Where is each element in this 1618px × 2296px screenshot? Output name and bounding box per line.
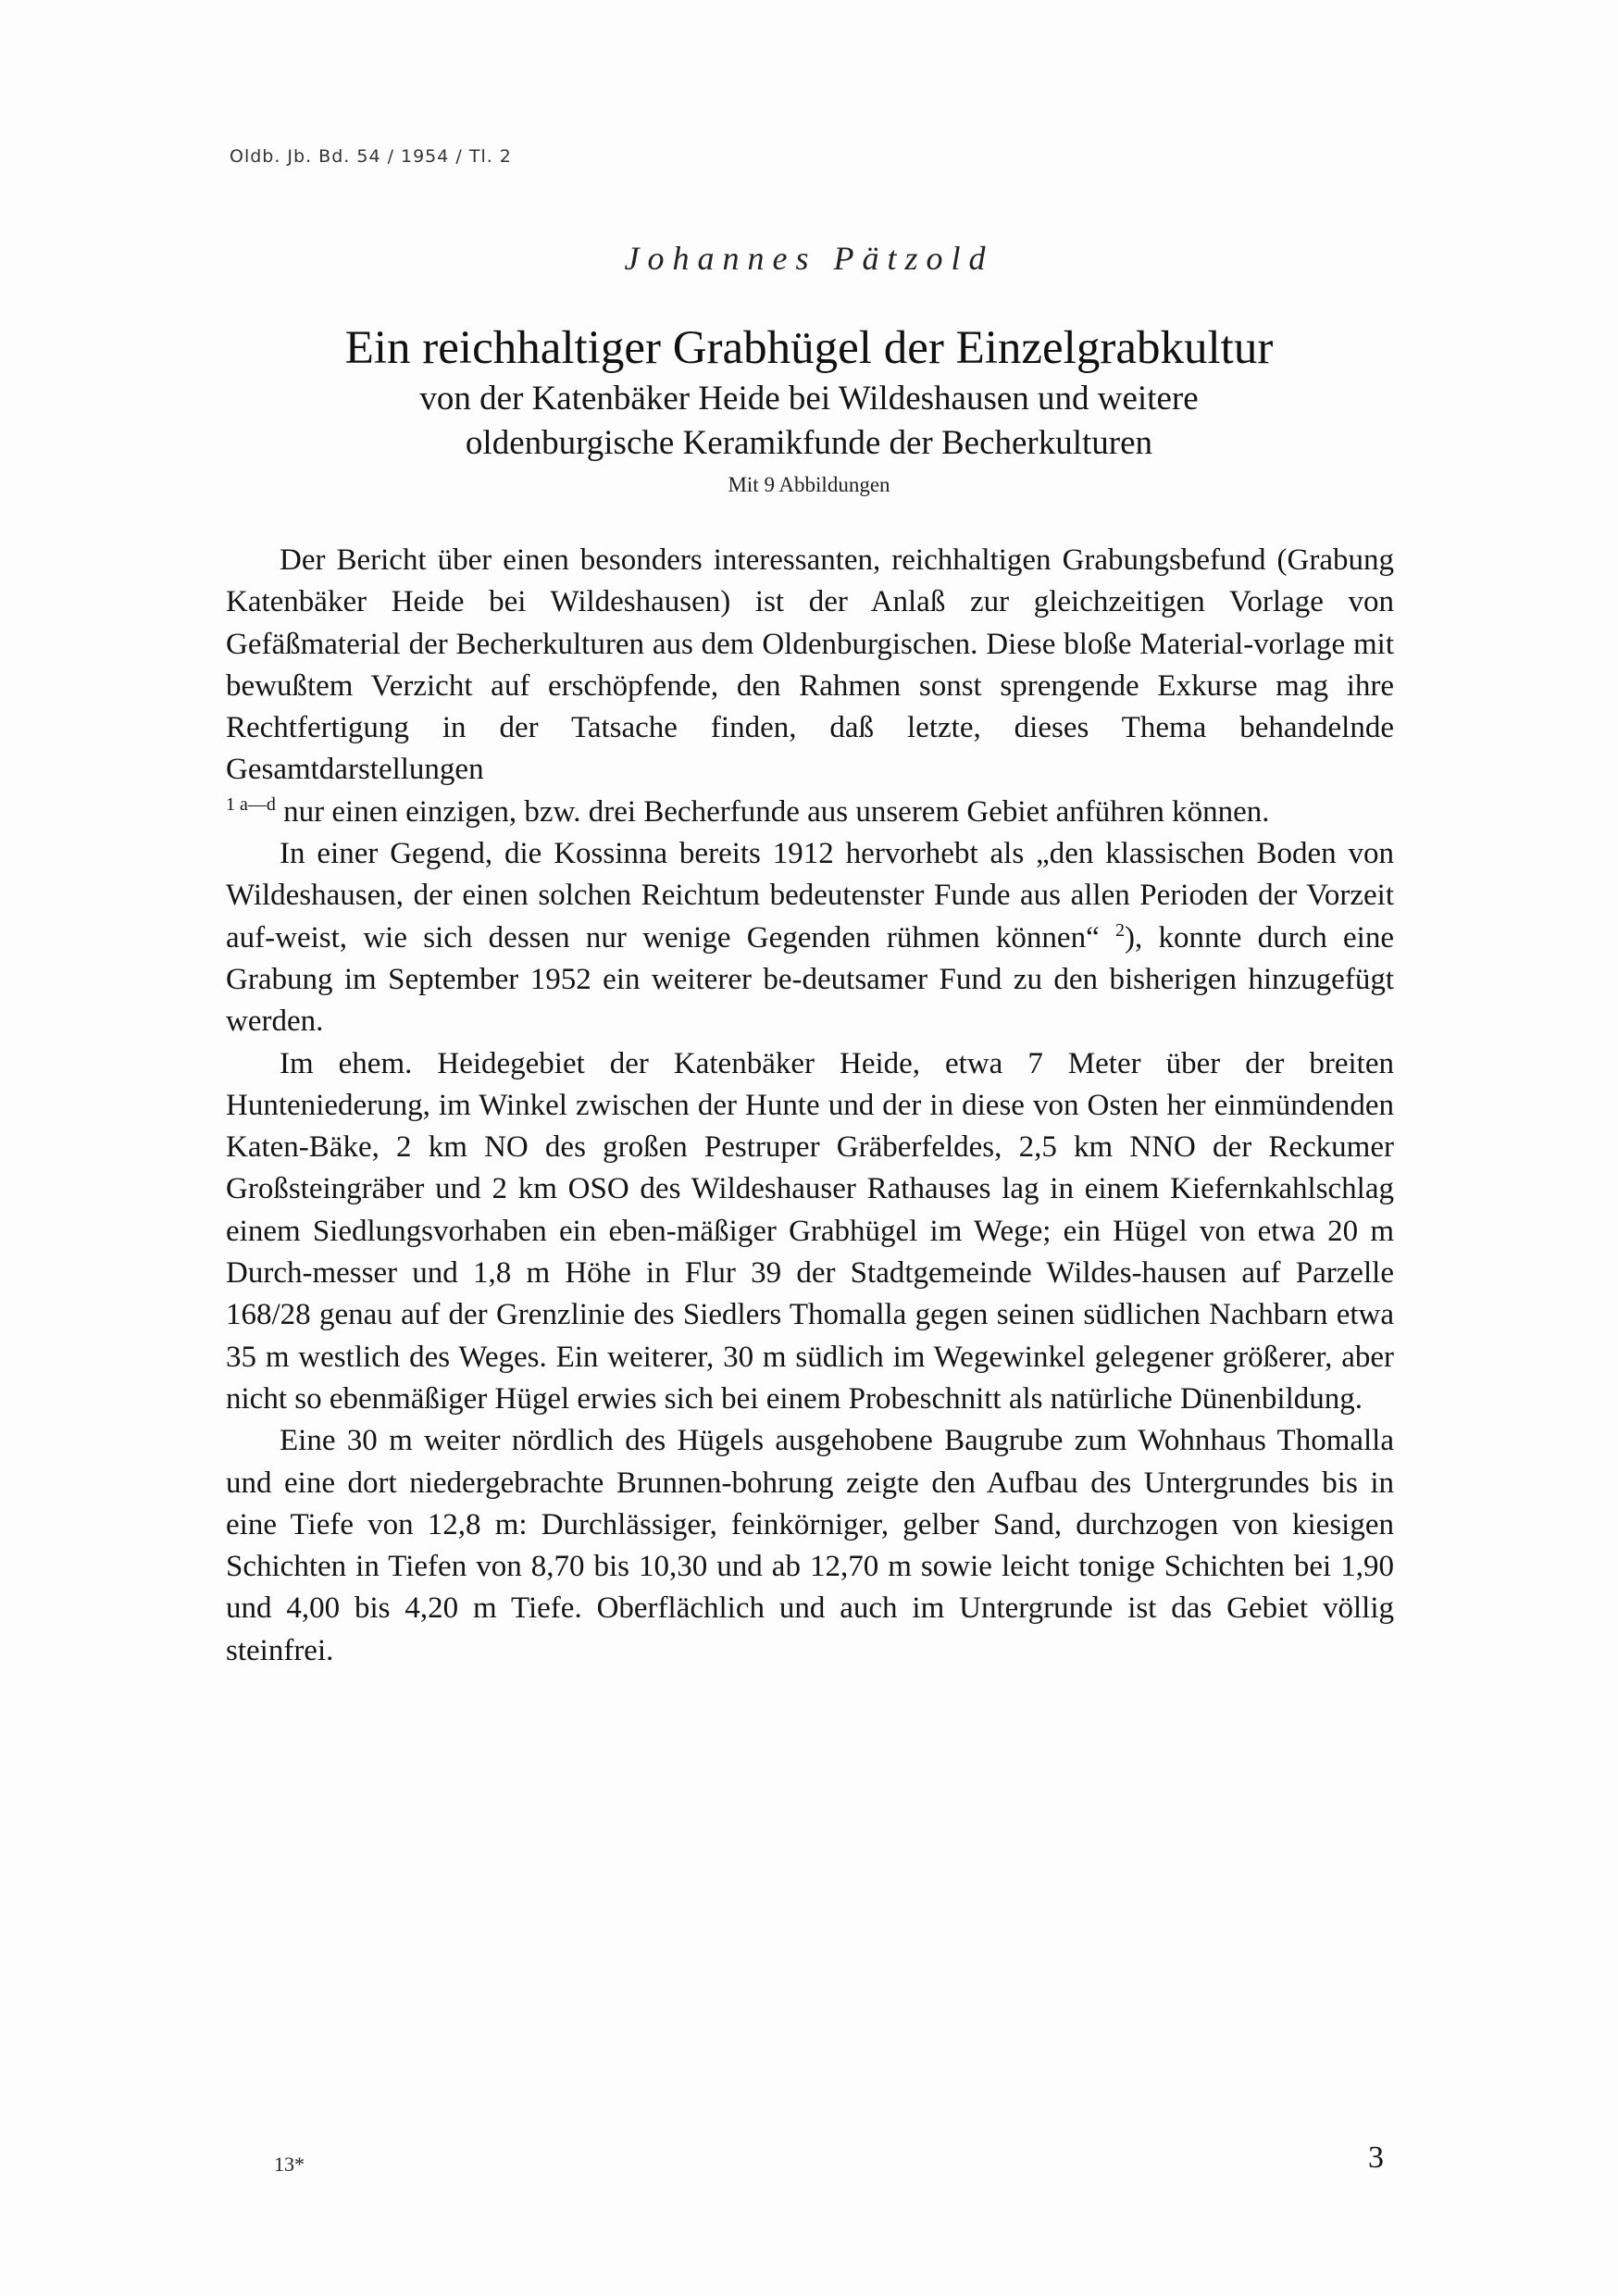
footnote-ref-2: 2	[1115, 919, 1125, 941]
running-head: Oldb. Jb. Bd. 54 / 1954 / Tl. 2	[230, 146, 512, 167]
paragraph-2-text-b: ), konnte durch eine Grabung im September 1952 ein weiterer be-deutsamer Fund zu den bisherigen hinzugefügt werden.	[226, 920, 1394, 1039]
illustrations-note: Mit 9 Abbildungen	[728, 473, 890, 496]
paragraph-1	[226, 540, 1394, 833]
signature-mark: 13*	[274, 2152, 305, 2176]
paragraph-4: Eine 30 m weiter nördlich des Hügels ausgehobene Baugrube zum Wohnhaus Thomalla und eine dort niedergebrachte Brunnen-bohrung zeigte den Aufbau des Untergrundes bis in eine Tiefe von 12,8 m: Durchlässiger, feinkörniger, gelber Sand, durchzogen von kiesigen Schichten in Tiefen von 8,70 bis 10,30 und ab 12,70 m sowie leicht tonige Schichten bei 1,90 und 4,00 bis 4,20 m Tiefe. Oberflächlich und auch im Untergrunde ist das Gebiet völlig steinfrei.	[226, 1424, 1394, 1667]
paragraph-2	[226, 833, 1394, 1042]
paragraph-1-text-b: nur einen einzigen, bzw. drei Becherfunde aus unserem Gebiet anführen können.	[275, 794, 1270, 829]
paragraph-2-text-a: In einer Gegend, die Kossinna bereits 1912 hervorhebt als „den klassischen Boden von Wildeshausen, der einen solchen Reichtum bedeutenster Funde aus allen Perioden der Vorzeit auf-weist, wie sich dessen nur wenige Gegenden rühmen können“	[226, 837, 1394, 955]
body-text	[226, 540, 1394, 1672]
article-subtitle-line-2: oldenburgische Keramikfunde der Becherkulturen	[465, 424, 1153, 462]
article-subtitle-line-1: von der Katenbäker Heide bei Wildeshausen und weitere	[419, 380, 1199, 418]
page-number: 3	[1368, 2140, 1384, 2175]
footnote-ref-1: 1 a—d	[226, 793, 276, 815]
paragraph-1-text-a: Der Bericht über einen besonders interessanten, reichhaltigen Grabungsbefund (Grabung Katenbäker Heide bei Wildeshausen) ist der Anlaß zur gleichzeitigen Vorlage von Gefäßmaterial der Becherkulturen aus dem Oldenburgischen. Diese bloße Material-vorlage mit bewußtem Verzicht auf erschöpfende, den Rahmen sonst sprengende Exkurse mag ihre Rechtfertigung in der Tatsache finden, daß letzte, dieses Thema behandelnde Gesamtdarstellungen	[226, 543, 1394, 787]
paragraph-3: Im ehem. Heidegebiet der Katenbäker Heide, etwa 7 Meter über der breiten Hunteniederung, im Winkel zwischen der Hunte und der in diese von Osten her einmündenden Katen-Bäke, 2 km NO des großen Pestruper Gräberfeldes, 2,5 km NNO der Reckumer Großsteingräber und 2 km OSO des Wildeshauser Rathauses lag in einem Kiefernkahlschlag einem Siedlungsvorhaben ein eben-mäßiger Grabhügel im Wege; ein Hügel von etwa 20 m Durch-messer und 1,8 m Höhe in Flur 39 der Stadtgemeinde Wildes-hausen auf Parzelle 168/28 genau auf der Grenzlinie des Siedlers Thomalla gegen seinen südlichen Nachbarn etwa 35 m westlich des Weges. Ein weiterer, 30 m südlich im Wegewinkel gelegener größerer, aber nicht so ebenmäßiger Hügel erwies sich bei einem Probeschnitt als natürliche Dünenbildung.	[226, 1046, 1394, 1416]
article-title: Ein reichhaltiger Grabhügel der Einzelgrabkultur	[344, 322, 1274, 374]
author-name: Johannes Pätzold	[624, 240, 994, 277]
title-block	[222, 319, 1396, 501]
